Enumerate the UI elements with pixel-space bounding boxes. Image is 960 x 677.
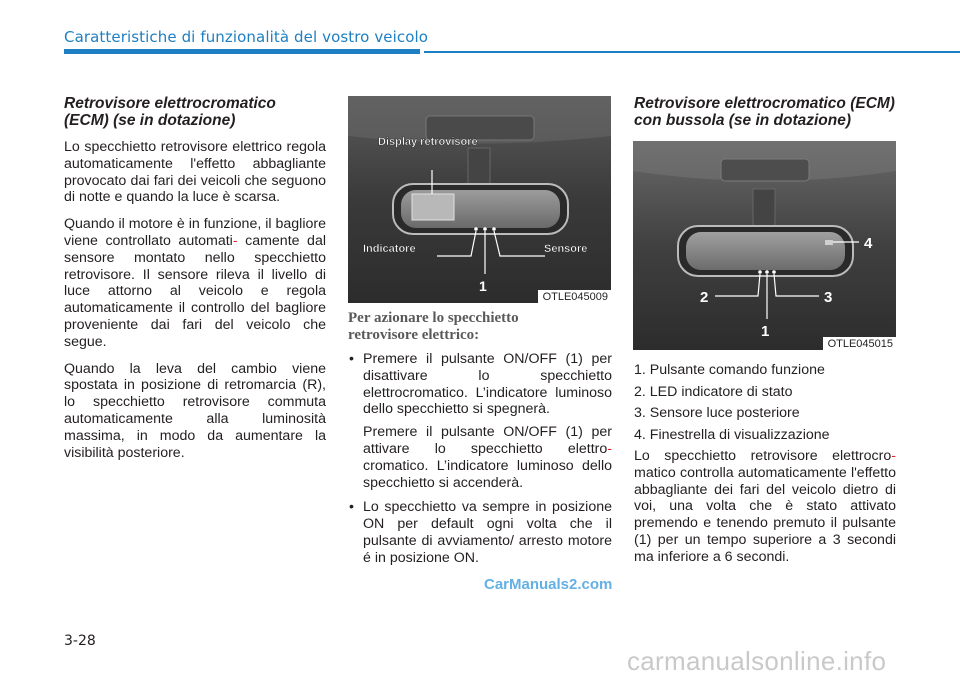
label-sensor: Sensore <box>544 243 588 255</box>
bullet-item: • Lo specchietto va sempre in posizione ON per default ogni volta che il pulsante di avviamento/ arresto motore é in posizione ON. <box>349 499 612 566</box>
label-display: Display retrovisore <box>378 136 478 148</box>
operation-heading: Per azionare lo specchietto retrovisore elettrico: <box>348 310 519 343</box>
callout-2: 2 <box>700 289 709 306</box>
bullet-marker: • <box>349 351 354 367</box>
paragraph-ecm-intro: Lo specchietto retrovisore elettrico regola automaticamente l'effetto abbagliante provocato dai fari dei veicoli che seguono di notte e quando la luce è scarsa. <box>64 139 326 206</box>
page-number: 3-28 <box>64 633 96 649</box>
figure-code: OTLE045015 <box>823 337 896 350</box>
section-heading-compass: Retrovisore elettrocromatico (ECM) con bussola (se in dotazione) <box>634 95 895 129</box>
header-rule-thin <box>424 51 960 53</box>
bullet-marker: • <box>349 499 354 516</box>
chapter-title: Caratteristiche di funzionalità del vostro veicolo <box>64 28 429 46</box>
callout-3: 3 <box>824 289 833 306</box>
section-heading-ecm: Retrovisore elettrocromatico (ECM) (se in dotazione) <box>64 95 276 129</box>
callout-1: 1 <box>479 278 487 294</box>
legend-item: 2. LED indicatore di stato <box>634 383 793 400</box>
figure-mirror-compass <box>633 141 896 350</box>
figure-mirror-ecm <box>348 96 611 303</box>
legend-item: 4. Finestrella di visualizzazione <box>634 426 830 443</box>
bullet-continuation: Premere il pulsante ON/OFF (1) per attivare lo specchietto elettro- cromatico. L’indicatore luminoso dello specchietto si accenderà. <box>363 424 612 491</box>
watermark-carmanuals2: CarManuals2.com <box>484 576 613 593</box>
mirror-illustration-1 <box>348 96 611 303</box>
label-indicator: Indicatore <box>363 243 416 255</box>
callout-4: 4 <box>864 235 873 252</box>
paragraph-ecm-reverse: Quando la leva del cambio viene spostata in posizione di retromarcia (R), lo specchietto retrovisore commuta automaticamente alla luminosità massima, in modo da aumentare la visibilità posteriore. <box>64 360 326 461</box>
callout-1: 1 <box>761 323 770 340</box>
bullet-item: • Premere il pulsante ON/OFF (1) per disattivare lo specchietto elettrocromatico. L’indicatore luminoso dello specchietto si spegnerà. <box>349 351 612 418</box>
mirror-illustration-2 <box>633 141 896 350</box>
paragraph-compass: Lo specchietto retrovisore elettrocro- matico controlla automaticamente l'effetto abbagliante dei fari del veicolo dietro di voi, una volta che è stato attivato premendo e tenendo premuto il pulsante (1) per un tempo superiore a 3 secondi ma inferiore a 6 secondi. <box>634 448 896 565</box>
column-right <box>634 360 896 566</box>
legend-item: 1. Pulsante comando funzione <box>634 362 825 378</box>
paragraph-ecm-sensor: Quando il motore è in funzione, il bagliore viene controllato automati- camente dal sensore montato nello specchietto retrovisore. Il sensore rileva il livello di luce attorno al veicolo e regola automaticamente il controllo del bagliore proveniente dai fari del veicolo che segue. <box>64 216 326 350</box>
figure-code: OTLE045009 <box>538 290 611 303</box>
column-left <box>64 95 326 461</box>
legend-item: 3. Sensore luce posteriore <box>634 405 800 421</box>
watermark-carmanualsonline: carmanualsonline.info <box>627 646 887 676</box>
header-rule-thick <box>64 49 420 54</box>
column-middle <box>348 310 612 567</box>
